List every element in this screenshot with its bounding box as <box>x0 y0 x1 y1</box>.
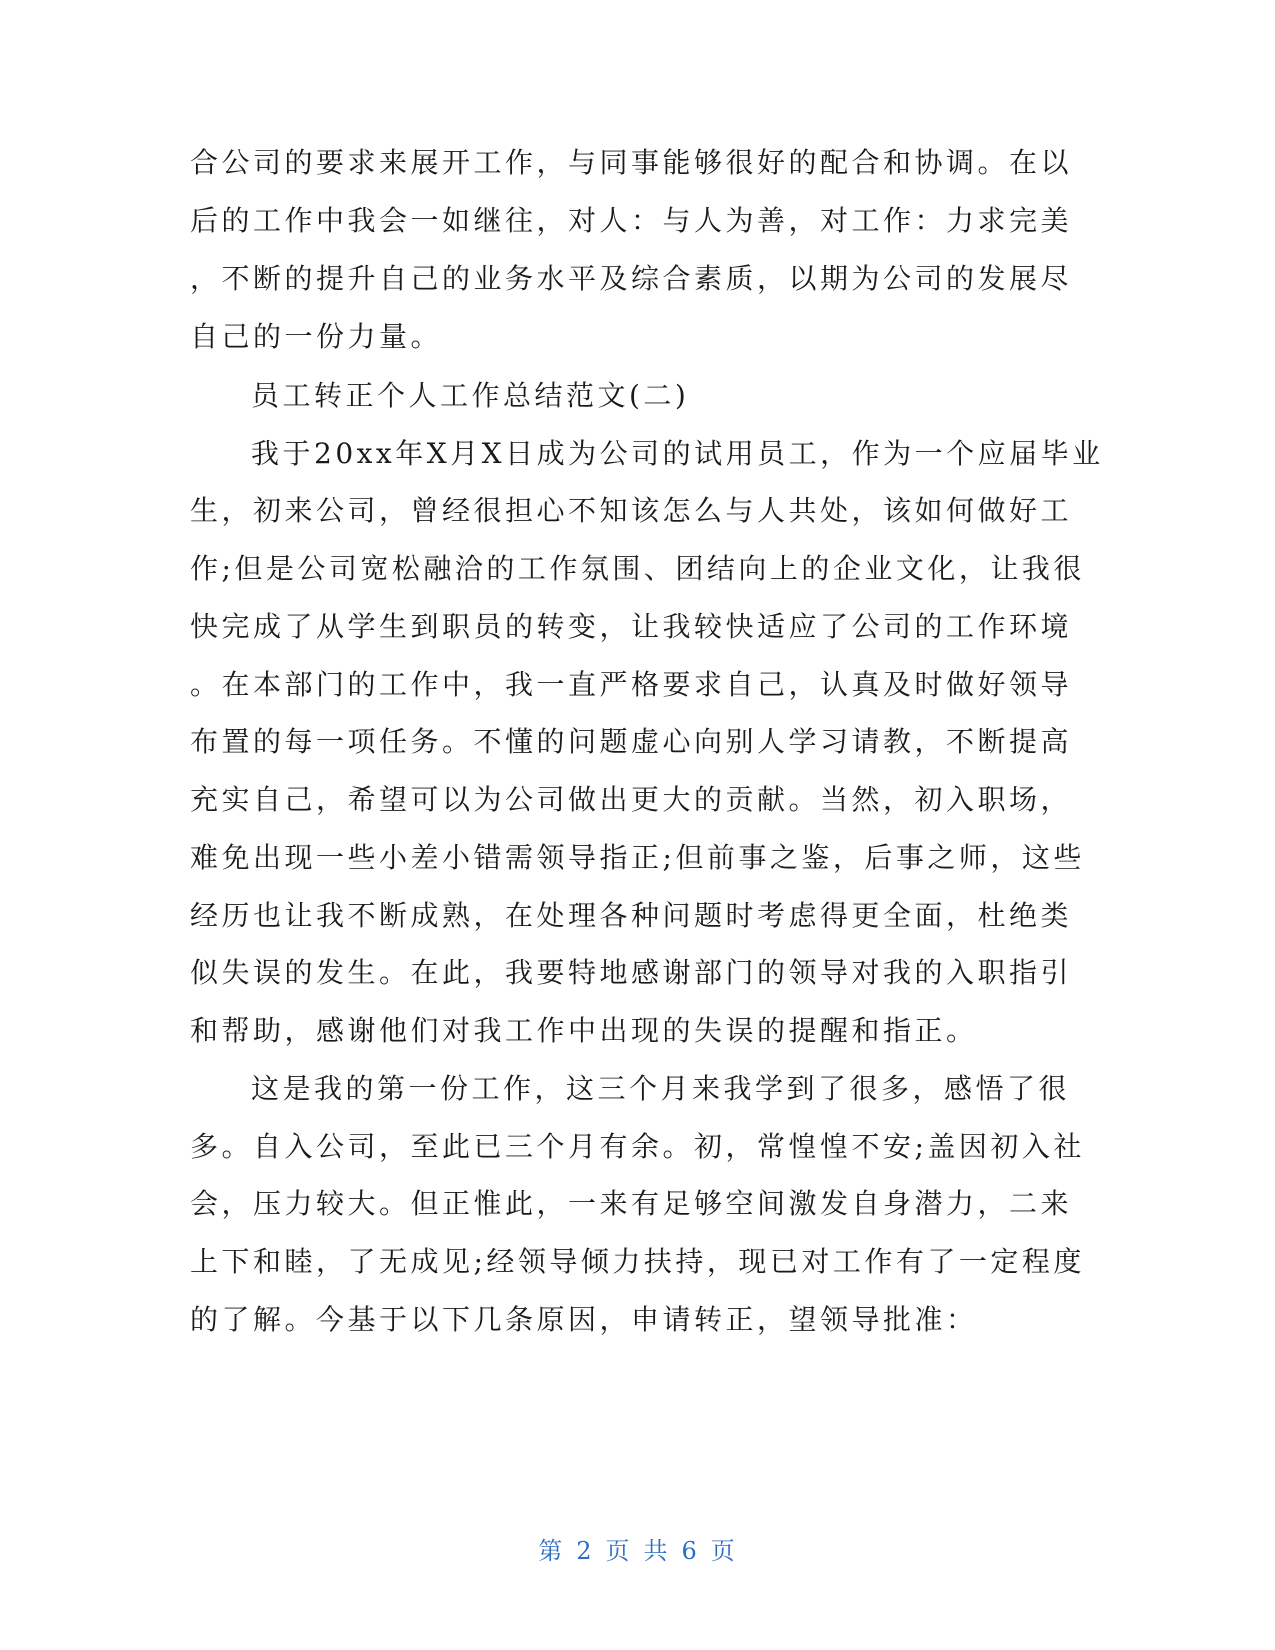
text-line: 充实自己，希望可以为公司做出更大的贡献。当然，初入职场， <box>190 783 1073 816</box>
text-line: 后的工作中我会一如继往，对人：与人为善，对工作：力求完美 <box>190 204 1073 237</box>
text-line: 自己的一份力量。 <box>190 320 443 353</box>
section-heading: 员工转正个人工作总结范文(二) <box>251 379 690 412</box>
total-pages-number: 6 <box>681 1537 699 1565</box>
text-line: 会，压力较大。但正惟此，一来有足够空间激发自身潜力，二来 <box>190 1187 1073 1220</box>
text-line: 这是我的第一份工作，这三个月来我学到了很多，感悟了很 <box>251 1072 1071 1105</box>
text-line: 和帮助，感谢他们对我工作中出现的失误的提醒和指正。 <box>190 1014 978 1047</box>
text-line: 多。自入公司，至此已三个月有余。初，常惶惶不安;盖因初入社 <box>190 1130 1085 1163</box>
text-line: ，不断的提升自己的业务水平及综合素质，以期为公司的发展尽 <box>190 262 1073 295</box>
footer-prefix: 第 <box>538 1537 565 1565</box>
text-line: 作;但是公司宽松融洽的工作氛围、团结向上的企业文化，让我很 <box>190 552 1085 585</box>
page-footer <box>0 1534 1275 1568</box>
current-page-number: 2 <box>576 1537 594 1565</box>
text-line: 生，初来公司，曾经很担心不知该怎么与人共处，该如何做好工 <box>190 494 1073 527</box>
footer-suffix: 页 <box>710 1537 737 1565</box>
text-line: 上下和睦，了无成见;经领导倾力扶持，现已对工作有了一定程度 <box>190 1245 1085 1278</box>
footer-total-prefix: 共 <box>643 1537 670 1565</box>
text-line: 经历也让我不断成熟，在处理各种问题时考虑得更全面，杜绝类 <box>190 899 1073 932</box>
footer-page-word: 页 <box>605 1537 632 1565</box>
text-line: 。在本部门的工作中，我一直严格要求自己，认真及时做好领导 <box>190 668 1073 701</box>
text-line: 快完成了从学生到职员的转变，让我较快适应了公司的工作环境 <box>190 610 1073 643</box>
text-line: 布置的每一项任务。不懂的问题虚心向别人学习请教，不断提高 <box>190 725 1073 758</box>
text-line: 难免出现一些小差小错需领导指正;但前事之鉴，后事之师，这些 <box>190 841 1085 874</box>
text-line: 的了解。今基于以下几条原因，申请转正，望领导批准： <box>190 1303 978 1336</box>
text-line: 合公司的要求来展开工作，与同事能够很好的配合和协调。在以 <box>190 146 1073 179</box>
text-line: 似失误的发生。在此，我要特地感谢部门的领导对我的入职指引 <box>190 956 1073 989</box>
text-line: 我于20xx年X月X日成为公司的试用员工，作为一个应届毕业 <box>251 437 1104 470</box>
